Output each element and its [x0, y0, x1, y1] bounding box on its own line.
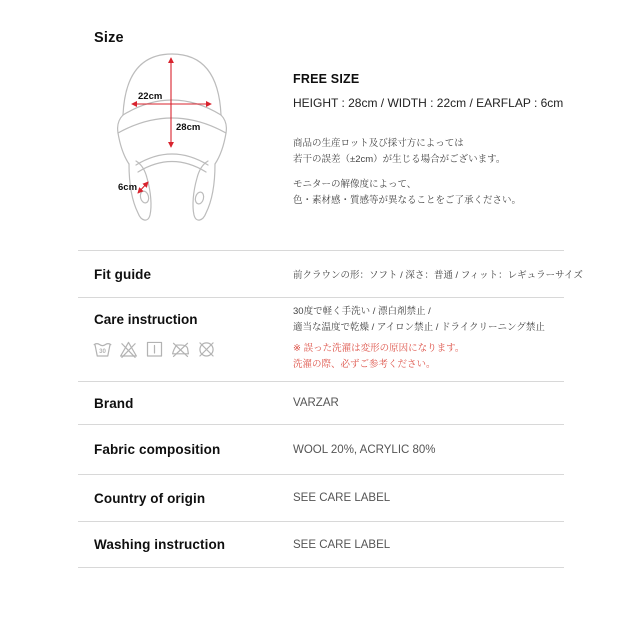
tolerance-note-line1: 商品の生産ロット及び採寸方によっては — [293, 138, 464, 149]
drip-dry-icon — [144, 338, 165, 360]
country-of-origin-label: Country of origin — [94, 490, 206, 506]
washing-instruction-value: SEE CARE LABEL — [293, 538, 391, 551]
table-row-washing-instruction — [78, 521, 564, 568]
care-instruction-text — [293, 304, 545, 372]
care-warning-line2: 洗濯の際、必ずご参考ください。 — [293, 358, 436, 370]
fit-guide-label: Fit guide — [94, 266, 152, 282]
fabric-composition-value: WOOL 20%, ACRYLIC 80% — [293, 443, 436, 456]
monitor-note — [293, 177, 561, 209]
brand-label: Brand — [94, 395, 134, 411]
table-row-country-of-origin — [78, 474, 564, 521]
table-row-fabric-composition — [78, 424, 564, 474]
care-symbol-row — [92, 338, 217, 360]
tolerance-note-line2: 若干の誤差（±2cm）が生じる場合がございます。 — [293, 154, 506, 165]
care-instruction-label: Care instruction — [94, 312, 198, 327]
left-flap-button-hole — [139, 190, 150, 204]
height-dimension-label: 28cm — [176, 122, 201, 133]
no-iron-icon — [170, 338, 191, 360]
wash-temp-text: 30 — [99, 347, 106, 355]
earflap-hat-size-diagram — [92, 45, 272, 235]
size-section-title: Size — [94, 30, 124, 46]
care-warning — [293, 341, 545, 372]
size-info-panel — [293, 72, 564, 218]
tolerance-note — [293, 136, 561, 168]
dimensions-text: HEIGHT : 28cm / WIDTH : 22cm / EARFLAP : 6cm — [293, 96, 564, 110]
fit-guide-value: 前クラウンの形：ソフト / 深さ：普通 / フィット：レギュラーサイズ — [293, 270, 583, 281]
washing-instruction-label: Washing instruction — [94, 537, 226, 552]
spec-table — [78, 250, 583, 568]
no-bleach-icon — [118, 338, 139, 360]
right-flap-button-hole — [194, 191, 205, 205]
country-of-origin-value: SEE CARE LABEL — [293, 492, 391, 504]
table-row-fit-guide — [78, 250, 583, 297]
hat-outline — [118, 54, 227, 220]
monitor-note-line2: 色・素材感・質感等が異なることをご了承ください。 — [293, 195, 522, 206]
care-warning-line1: ※ 誤った洗濯は変形の原因になります。 — [293, 343, 465, 354]
handwash-30-icon — [92, 338, 113, 360]
care-line-2: 適当な温度で乾燥 / アイロン禁止 / ドライクリーニング禁止 — [293, 321, 545, 333]
table-row-care-instruction — [78, 297, 564, 381]
fabric-composition-label: Fabric composition — [94, 442, 221, 457]
no-dry-clean-icon — [196, 338, 217, 360]
monitor-note-line1: モニターの解像度によって、 — [293, 179, 417, 190]
table-row-brand — [78, 381, 564, 424]
width-dimension-label: 22cm — [138, 91, 163, 102]
size-name: FREE SIZE — [293, 72, 360, 86]
brand-value: VARZAR — [293, 397, 339, 409]
earflap-dimension-label: 6cm — [118, 182, 138, 193]
care-line-1: 30度で軽く手洗い / 漂白剤禁止 / — [293, 306, 431, 317]
